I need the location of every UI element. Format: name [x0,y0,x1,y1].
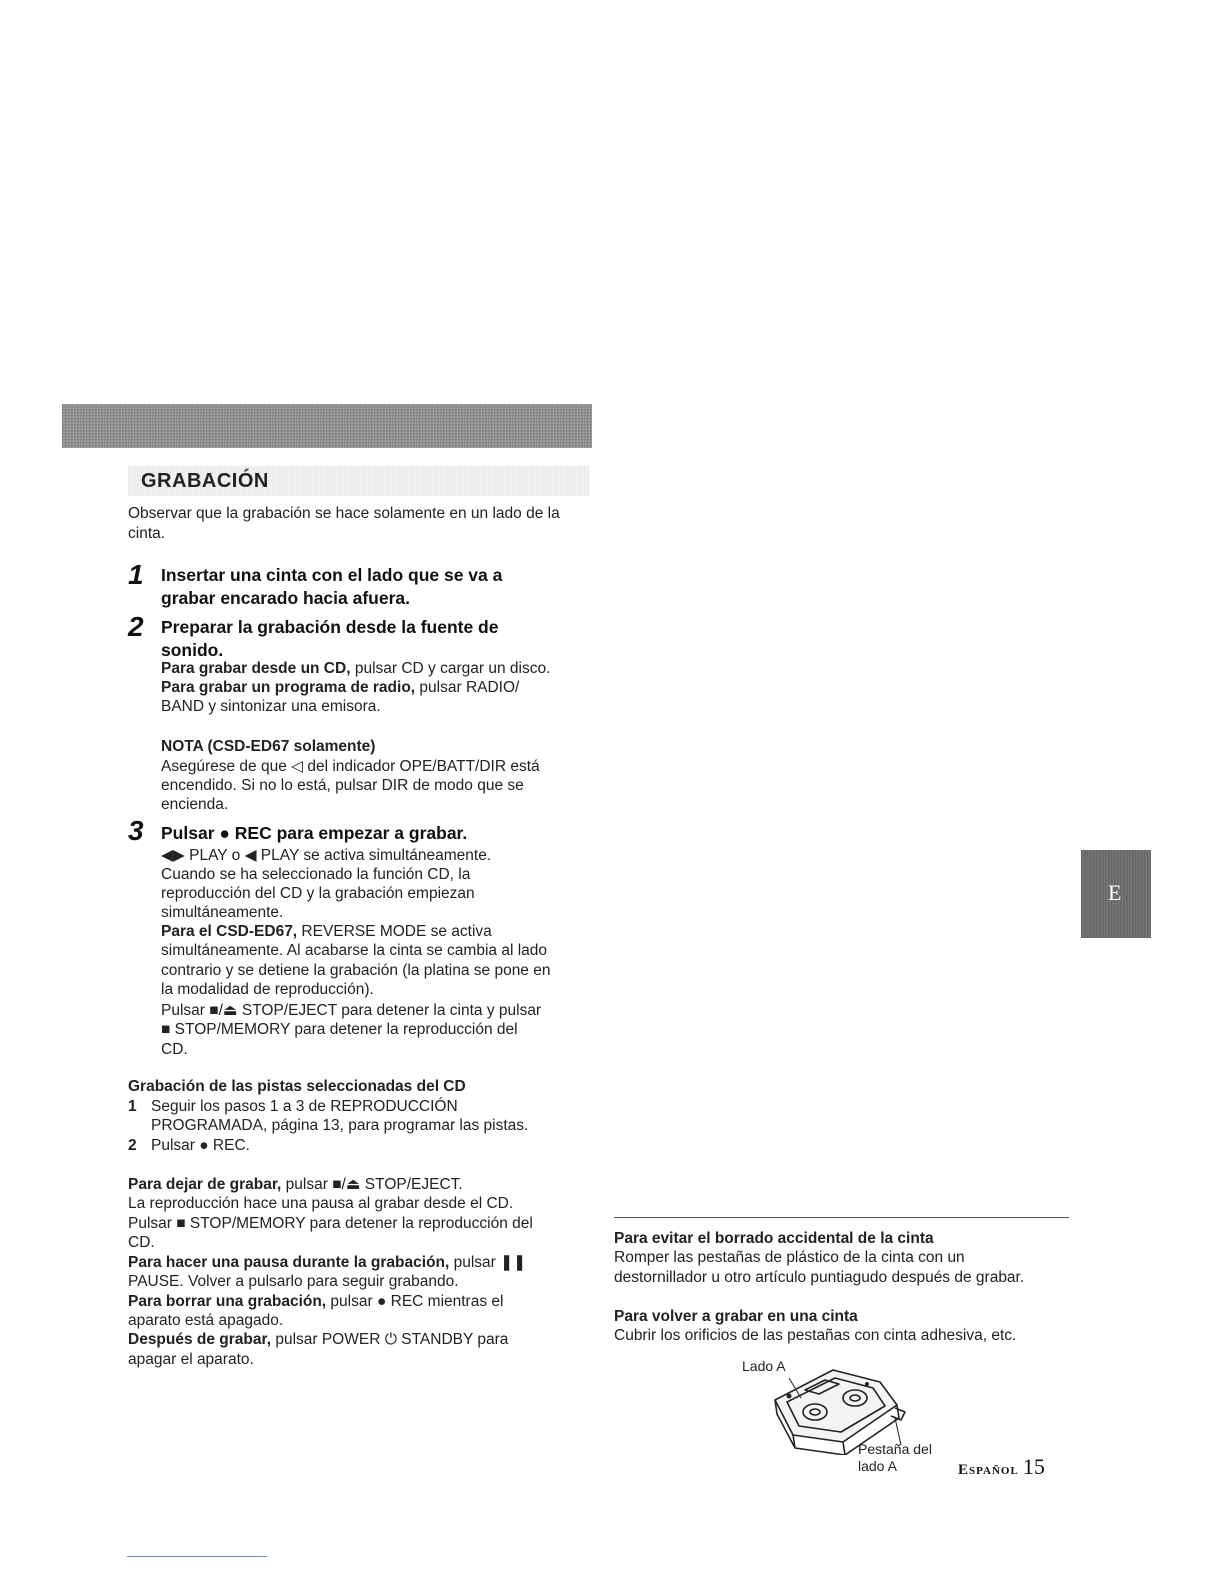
rerecord-line1: Cubrir los orificios de las pestañas con cinta adhesiva, etc. [614,1327,1017,1344]
step-3-line9: Pulsar ■/⏏ STOP/EJECT para detener la cinta y pulsar [161,1002,542,1019]
page-footer [958,1454,1045,1480]
step-3-number: 3 [128,815,144,846]
nota-title: NOTA (CSD-ED67 solamente) [161,738,376,755]
language-side-tab [1081,850,1151,938]
selected-item1-line1: Seguir los pasos 1 a 3 de REPRODUCCIÓN [151,1098,458,1115]
nota-line2: encendido. Si no lo está, pulsar DIR de modo que se [161,777,524,794]
nota-line3: encienda. [161,796,229,813]
section-title: GRABACIÓN [141,470,269,492]
side-tab-letter: E [1108,880,1122,905]
tip-pause-line1: Para hacer una pausa durante la grabación, pulsar ❚❚ [128,1254,527,1271]
step-3-line10: ■ STOP/MEMORY para detener la reproducción del [161,1021,518,1038]
section-header-bar [62,404,592,448]
selected-item2-number: 2 [128,1137,137,1154]
step-3-line11: CD. [161,1041,188,1058]
step-1-title-line2: grabar encarado hacia afuera. [161,588,410,608]
tip-erase-line2: aparato está apagado. [128,1312,284,1329]
step-2-title-line1: Preparar la grabación desde la fuente de [161,617,499,637]
step-3-line7: contrario y se detiene la grabación (la platina se pone en [161,962,551,979]
tip-after-line1: Después de grabar, pulsar POWER ⏻ STANDBY para [128,1331,509,1348]
rerecord-heading: Para volver a grabar en una cinta [614,1308,858,1325]
selected-tracks-heading: Grabación de las pistas seleccionadas del CD [128,1078,466,1095]
step-2-number: 2 [128,611,144,642]
right-column-divider [614,1217,1069,1218]
selected-item1-number: 1 [128,1098,137,1115]
figure-label-tab-line2: lado A [858,1458,897,1474]
prevent-erase-line1: Romper las pestañas de plástico de la cinta con un [614,1249,965,1266]
figure-label-side-a: Lado A [742,1358,786,1374]
step-1-number: 1 [128,559,144,590]
step-3-line6: simultáneamente. Al acabarse la cinta se cambia al lado [161,942,547,959]
tip-stop-line1: Para dejar de grabar, pulsar ■/⏏ STOP/EJECT. [128,1176,463,1193]
figure-label-tab-line1: Pestaña del [858,1441,932,1457]
tip-pause-line2: PAUSE. Volver a pulsarlo para seguir grabando. [128,1273,459,1290]
tip-stop-line4: CD. [128,1234,155,1251]
step-3-line8: la modalidad de reproducción). [161,981,374,998]
nota-line1: Asegúrese de que ◁ del indicador OPE/BATT/DIR está [161,758,540,775]
step-2-radio-line2: BAND y sintonizar una emisora. [161,698,381,715]
step-3-title: Pulsar ● REC para empezar a grabar. [161,823,468,843]
selected-item2-text: Pulsar ● REC. [151,1137,250,1154]
prevent-erase-heading: Para evitar el borrado accidental de la cinta [614,1230,934,1247]
step-2-cd-line: Para grabar desde un CD, pulsar CD y cargar un disco. [161,660,551,677]
step-2-title-line2: sonido. [161,640,224,660]
tip-erase-line1: Para borrar una grabación, pulsar ● REC mientras el [128,1293,504,1310]
step-2-radio-line: Para grabar un programa de radio, pulsar RADIO/ [161,679,520,696]
intro-text: Observar que la grabación se hace solamente en un lado de la cinta. [128,505,560,542]
bottom-scan-line [127,1556,267,1557]
step-3-line4: simultáneamente. [161,904,284,921]
page-number: 15 [1022,1454,1045,1479]
prevent-erase-line2: destornillador u otro artículo puntiagudo después de grabar. [614,1269,1025,1286]
step-3-line3: reproducción del CD y la grabación empiezan [161,885,475,902]
step-3-line5: Para el CSD-ED67, REVERSE MODE se activa [161,923,492,940]
step-3-line2: Cuando se ha seleccionado la función CD, la [161,866,471,883]
tip-stop-line2: La reproducción hace una pausa al grabar desde el CD. [128,1195,514,1212]
selected-item1-line2: PROGRAMADA, página 13, para programar las pistas. [151,1117,529,1134]
footer-language: Español [958,1462,1019,1478]
step-1-title-line1: Insertar una cinta con el lado que se va a [161,565,503,585]
step-3-line1: ◀▶ PLAY o ◀ PLAY se activa simultáneamente. [161,847,492,864]
tip-stop-line3: Pulsar ■ STOP/MEMORY para detener la reproducción del [128,1215,533,1232]
tip-after-line2: apagar el aparato. [128,1351,254,1368]
